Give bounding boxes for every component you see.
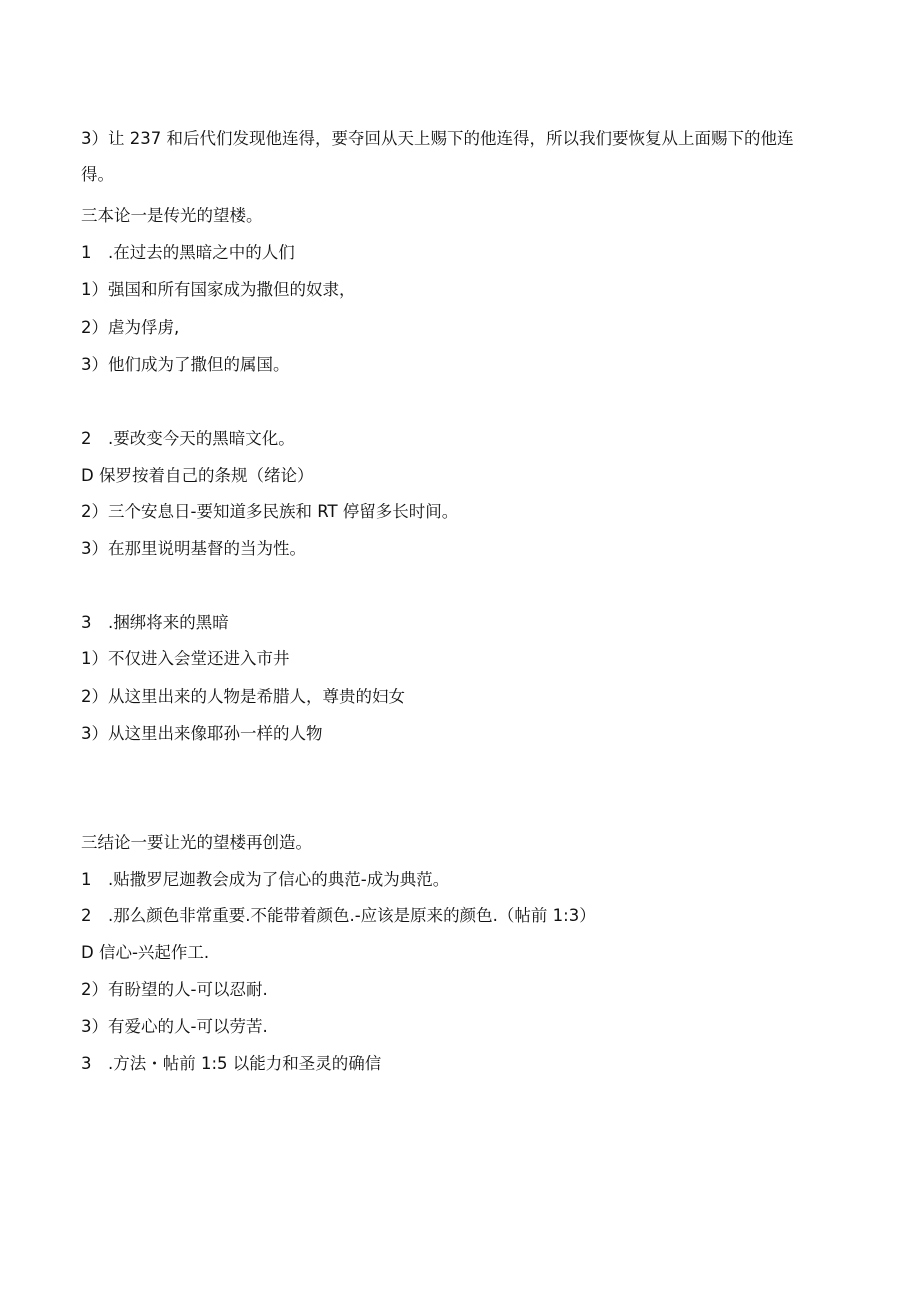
text-line-13: 2）从这里出来的人物是希腊人，尊贵的妇女 bbox=[81, 687, 405, 706]
text-line-20: 3）有爱心的人-可以劳苦. bbox=[81, 1017, 268, 1036]
text-line-1: 3）让 237 和后代们发现他连得，要夺回从天上赐下的他连得，所以我们要恢复从上面赐下的他连得。 bbox=[81, 129, 794, 184]
text-line-14: 3）从这里出来像耶孙一样的人物 bbox=[81, 724, 323, 743]
text-line-8: D 保罗按着自己的条规（绪论） bbox=[81, 466, 314, 485]
text-line-16: 1 .贴撒罗尼迦教会成为了信心的典范-成为典范。 bbox=[81, 870, 450, 889]
text-line-7: 2 .要改变今天的黑暗文化。 bbox=[81, 429, 295, 448]
text-line-5: 2）虐为俘虏, bbox=[81, 318, 180, 337]
text-line-9: 2）三个安息日-要知道多民族和 RT 停留多长时间。 bbox=[81, 502, 459, 521]
text-line-19: 2）有盼望的人-可以忍耐. bbox=[81, 980, 268, 999]
text-line-21: 3 .方法・帖前 1:5 以能力和圣灵的确信 bbox=[81, 1054, 382, 1073]
text-line-6: 3）他们成为了撒但的属国。 bbox=[81, 355, 290, 374]
text-line-10: 3）在那里说明基督的当为性。 bbox=[81, 539, 306, 558]
text-line-4: 1）强国和所有国家成为撒但的奴隶， bbox=[81, 280, 356, 299]
text-line-12: 1）不仅进入会堂还进入市井 bbox=[81, 649, 290, 668]
section-heading-body: 三本论一是传光的望楼。 bbox=[81, 206, 263, 225]
text-line-17: 2 .那么颜色非常重要.不能带着颜色.-应该是原来的颜色.（帖前 1:3） bbox=[81, 906, 596, 925]
text-line-11: 3 .捆绑将来的黑暗 bbox=[81, 613, 229, 632]
section-heading-conclusion: 三结论一要让光的望楼再创造。 bbox=[81, 833, 312, 852]
text-line-18: D 信心-兴起作工. bbox=[81, 943, 210, 962]
text-line-3: 1 .在过去的黑暗之中的人们 bbox=[81, 243, 295, 262]
